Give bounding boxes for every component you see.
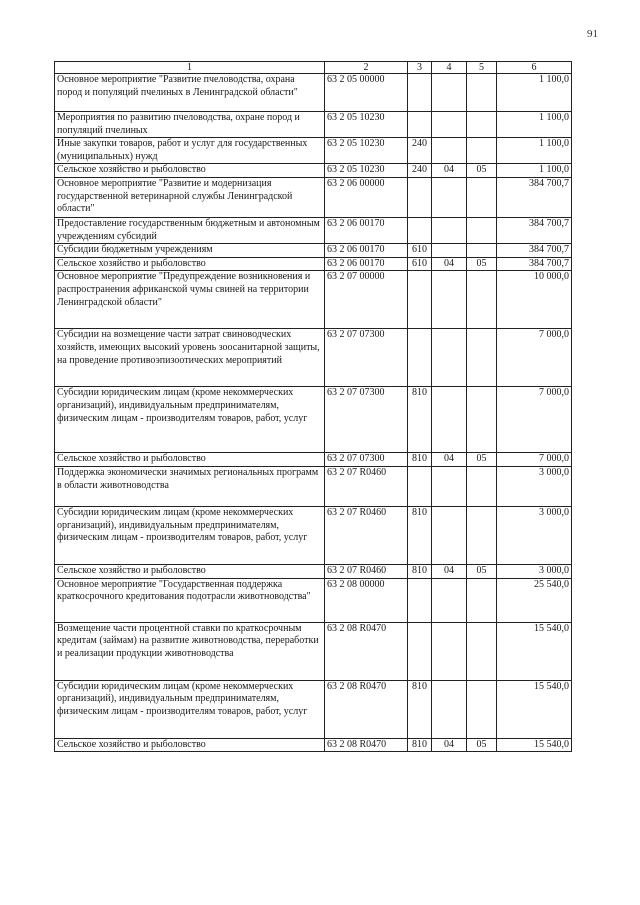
row-expense-type (408, 466, 432, 506)
row-name: Иные закупки товаров, работ и услуг для государственных (муниципальных) нужд (55, 138, 325, 164)
row-code: 63 2 05 10230 (325, 164, 408, 178)
table-row (55, 578, 572, 622)
table-row (55, 738, 572, 752)
table-row (55, 257, 572, 271)
row-amount: 15 540,0 (497, 738, 572, 752)
row-subsection (467, 271, 497, 329)
table-row (55, 138, 572, 164)
table-row (55, 271, 572, 329)
row-expense-type (408, 578, 432, 622)
row-expense-type (408, 74, 432, 112)
row-name: Сельское хозяйство и рыболовство (55, 564, 325, 578)
row-section: 04 (432, 453, 467, 467)
row-expense-type (408, 622, 432, 680)
row-subsection (467, 387, 497, 453)
row-code: 63 2 06 00000 (325, 177, 408, 217)
column-header: 6 (497, 62, 572, 74)
table-row (55, 244, 572, 258)
column-header: 3 (408, 62, 432, 74)
row-expense-type: 810 (408, 506, 432, 564)
row-expense-type: 810 (408, 680, 432, 738)
row-name: Мероприятия по развитию пчеловодства, охране пород и популяций пчелиных (55, 112, 325, 138)
row-amount: 10 000,0 (497, 271, 572, 329)
table-row (55, 177, 572, 217)
table-row (55, 466, 572, 506)
row-code: 63 2 08 R0470 (325, 680, 408, 738)
row-section (432, 387, 467, 453)
row-name: Основное мероприятие "Развитие пчеловодства, охрана пород и популяций пчелиных в Ленинградской области" (55, 74, 325, 112)
table-row (55, 453, 572, 467)
row-expense-type: 810 (408, 738, 432, 752)
row-section (432, 578, 467, 622)
row-name: Субсидии юридическим лицам (кроме некоммерческих организаций), индивидуальным предпринимателям, физическим лицам - производителям товаров, работ, услуг (55, 387, 325, 453)
row-name: Субсидии юридическим лицам (кроме некоммерческих организаций), индивидуальным предпринимателям, физическим лицам - производителям товаров, работ, услуг (55, 506, 325, 564)
row-name: Предоставление государственным бюджетным и автономным учреждениям субсидий (55, 217, 325, 243)
row-section (432, 244, 467, 258)
row-name: Субсидии на возмещение части затрат свиноводческих хозяйств, имеющих высокий уровень зоосанитарной защиты, на проведение противоэпизоотических мероприятий (55, 329, 325, 387)
row-code: 63 2 07 00000 (325, 271, 408, 329)
row-section: 04 (432, 564, 467, 578)
row-amount: 1 100,0 (497, 164, 572, 178)
row-code: 63 2 06 00170 (325, 217, 408, 243)
row-amount: 384 700,7 (497, 244, 572, 258)
table-row (55, 164, 572, 178)
row-amount: 7 000,0 (497, 453, 572, 467)
row-expense-type (408, 112, 432, 138)
table-row (55, 112, 572, 138)
row-amount: 7 000,0 (497, 387, 572, 453)
table-row (55, 564, 572, 578)
row-name: Поддержка экономически значимых региональных программ в области животноводства (55, 466, 325, 506)
row-code: 63 2 05 10230 (325, 138, 408, 164)
row-expense-type: 240 (408, 164, 432, 178)
row-amount: 3 000,0 (497, 564, 572, 578)
row-expense-type (408, 177, 432, 217)
row-amount: 384 700,7 (497, 217, 572, 243)
column-header: 5 (467, 62, 497, 74)
row-name: Основное мероприятие "Развитие и модернизация государственной ветеринарной службы Ленинградской области" (55, 177, 325, 217)
row-subsection (467, 177, 497, 217)
row-name: Субсидии бюджетным учреждениям (55, 244, 325, 258)
column-header: 2 (325, 62, 408, 74)
row-amount: 25 540,0 (497, 578, 572, 622)
row-section (432, 74, 467, 112)
row-subsection (467, 622, 497, 680)
row-section: 04 (432, 164, 467, 178)
row-code: 63 2 08 R0470 (325, 738, 408, 752)
row-subsection (467, 578, 497, 622)
row-expense-type: 810 (408, 453, 432, 467)
row-amount: 15 540,0 (497, 680, 572, 738)
column-number-row (55, 62, 572, 74)
table-row (55, 217, 572, 243)
row-subsection (467, 329, 497, 387)
row-expense-type: 610 (408, 244, 432, 258)
row-section (432, 680, 467, 738)
row-name: Возмещение части процентной ставки по краткосрочным кредитам (займам) на развитие животноводства, переработки и реализации продукции животноводства (55, 622, 325, 680)
row-subsection: 05 (467, 257, 497, 271)
row-subsection (467, 112, 497, 138)
row-section (432, 112, 467, 138)
page-number: 91 (587, 28, 598, 40)
row-subsection (467, 244, 497, 258)
row-section (432, 506, 467, 564)
row-subsection (467, 466, 497, 506)
row-subsection (467, 138, 497, 164)
row-code: 63 2 07 07300 (325, 329, 408, 387)
row-code: 63 2 05 00000 (325, 74, 408, 112)
row-subsection (467, 217, 497, 243)
row-expense-type: 240 (408, 138, 432, 164)
budget-table (54, 61, 572, 752)
row-section (432, 622, 467, 680)
row-amount: 384 700,7 (497, 177, 572, 217)
row-name: Сельское хозяйство и рыболовство (55, 257, 325, 271)
row-amount: 3 000,0 (497, 506, 572, 564)
row-code: 63 2 08 00000 (325, 578, 408, 622)
table-row (55, 506, 572, 564)
row-amount: 384 700,7 (497, 257, 572, 271)
row-code: 63 2 07 R0460 (325, 466, 408, 506)
row-name: Сельское хозяйство и рыболовство (55, 164, 325, 178)
row-section: 04 (432, 738, 467, 752)
row-expense-type: 810 (408, 387, 432, 453)
table-row (55, 622, 572, 680)
row-amount: 1 100,0 (497, 74, 572, 112)
row-amount: 7 000,0 (497, 329, 572, 387)
row-name: Сельское хозяйство и рыболовство (55, 453, 325, 467)
row-expense-type (408, 271, 432, 329)
row-subsection: 05 (467, 453, 497, 467)
row-section (432, 329, 467, 387)
row-name: Сельское хозяйство и рыболовство (55, 738, 325, 752)
row-expense-type: 810 (408, 564, 432, 578)
row-subsection (467, 506, 497, 564)
row-subsection (467, 680, 497, 738)
row-subsection: 05 (467, 164, 497, 178)
table-row (55, 329, 572, 387)
row-section (432, 177, 467, 217)
row-section: 04 (432, 257, 467, 271)
row-expense-type (408, 329, 432, 387)
row-amount: 15 540,0 (497, 622, 572, 680)
row-code: 63 2 08 R0470 (325, 622, 408, 680)
row-code: 63 2 06 00170 (325, 244, 408, 258)
row-section (432, 466, 467, 506)
row-subsection: 05 (467, 564, 497, 578)
column-header: 1 (55, 62, 325, 74)
table-row (55, 680, 572, 738)
row-code: 63 2 05 10230 (325, 112, 408, 138)
row-section (432, 217, 467, 243)
row-section (432, 138, 467, 164)
row-subsection (467, 74, 497, 112)
row-expense-type: 610 (408, 257, 432, 271)
row-section (432, 271, 467, 329)
row-code: 63 2 07 07300 (325, 453, 408, 467)
row-name: Субсидии юридическим лицам (кроме некоммерческих организаций), индивидуальным предпринимателям, физическим лицам - производителям товаров, работ, услуг (55, 680, 325, 738)
row-name: Основное мероприятие "Государственная поддержка краткосрочного кредитования подотрасли животноводства" (55, 578, 325, 622)
row-amount: 3 000,0 (497, 466, 572, 506)
table-row (55, 74, 572, 112)
column-header: 4 (432, 62, 467, 74)
row-name: Основное мероприятие "Предупреждение возникновения и распространения африканской чумы свиней на территории Ленинградской области" (55, 271, 325, 329)
row-code: 63 2 07 R0460 (325, 564, 408, 578)
table-row (55, 387, 572, 453)
row-amount: 1 100,0 (497, 112, 572, 138)
row-amount: 1 100,0 (497, 138, 572, 164)
row-code: 63 2 06 00170 (325, 257, 408, 271)
row-code: 63 2 07 07300 (325, 387, 408, 453)
row-code: 63 2 07 R0460 (325, 506, 408, 564)
row-expense-type (408, 217, 432, 243)
row-subsection: 05 (467, 738, 497, 752)
